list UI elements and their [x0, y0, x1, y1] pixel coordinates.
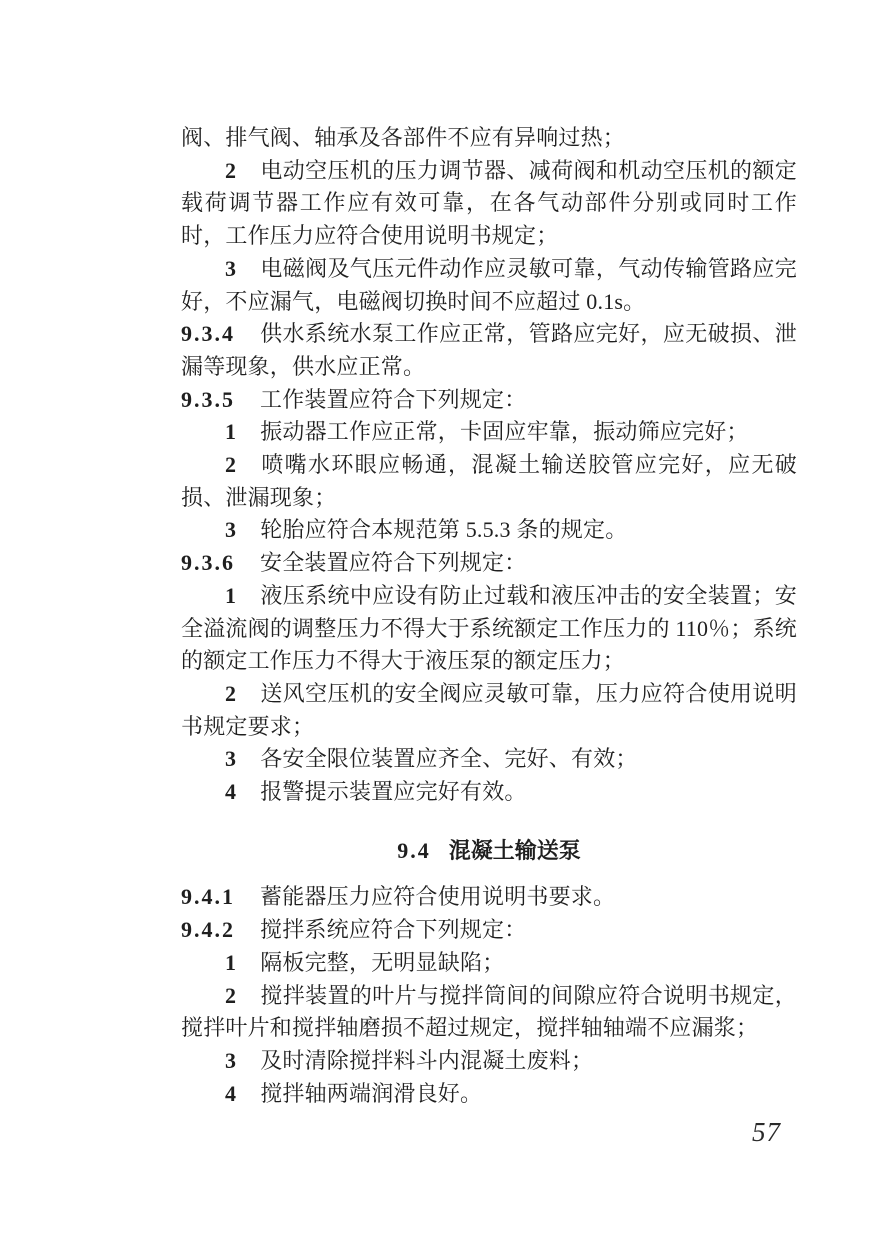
page-number: 57 [752, 1117, 781, 1147]
section-number: 9.4 [397, 837, 431, 863]
item-text: 报警提示装置应完好有效。 [260, 779, 527, 805]
clause-number: 9.3.4 [181, 321, 235, 347]
item-text: 喷嘴水环眼应畅通，混凝土输送胶管应完好，应无破损、泄漏现象； [181, 452, 797, 510]
list-item-1 [181, 416, 797, 449]
section-heading-9-4 [181, 835, 797, 868]
section-title: 混凝土输送泵 [448, 837, 581, 863]
clause-9-4-2 [181, 914, 797, 947]
item-number: 2 [225, 452, 237, 478]
list-item-3 [181, 514, 797, 547]
item-text: 轮胎应符合本规范第 5.5.3 条的规定。 [260, 517, 628, 543]
list-item-1 [181, 580, 797, 678]
clause-number: 9.3.5 [181, 386, 235, 412]
item-text: 电动空压机的压力调节器、减荷阀和机动空压机的额定载荷调节器工作应有效可靠，在各气动部件分别或同时工作时，工作压力应符合使用说明书规定； [181, 157, 797, 249]
item-number: 3 [225, 517, 237, 543]
list-item-3 [181, 253, 797, 318]
item-number: 4 [225, 779, 237, 805]
clause-text: 搅拌系统应符合下列规定： [260, 917, 527, 943]
clause-number: 9.3.6 [181, 550, 235, 576]
item-text: 各安全限位装置应齐全、完好、有效； [260, 746, 638, 772]
list-item-4 [181, 776, 797, 809]
list-item-3 [181, 1045, 797, 1078]
item-text: 及时清除搅拌料斗内混凝土废料； [260, 1047, 594, 1073]
list-item-3 [181, 743, 797, 776]
clause-text: 蓄能器压力应符合使用说明书要求。 [260, 884, 616, 910]
item-number: 2 [225, 157, 237, 183]
clause-text: 安全装置应符合下列规定： [260, 550, 527, 576]
list-item-2 [181, 678, 797, 743]
clause-9-3-6 [181, 547, 797, 580]
item-number: 3 [225, 1047, 237, 1073]
item-number: 1 [225, 419, 237, 445]
item-number: 2 [225, 982, 237, 1008]
list-item-2 [181, 449, 797, 514]
text-column [181, 122, 797, 1110]
item-text: 搅拌装置的叶片与搅拌筒间的间隙应符合说明书规定，搅拌叶片和搅拌轴磨损不超过规定，搅拌轴轴端不应漏浆； [181, 982, 797, 1041]
item-number: 3 [225, 255, 237, 281]
item-text: 电磁阀及气压元件动作应灵敏可靠，气动传输管路应完好，不应漏气，电磁阀切换时间不应超过 0.1s。 [181, 255, 797, 314]
clause-9-3-4 [181, 318, 797, 383]
item-number: 3 [225, 746, 237, 772]
item-number: 1 [225, 582, 237, 608]
clause-9-3-5 [181, 384, 797, 417]
item-text: 振动器工作应正常，卡固应牢靠，振动筛应完好； [260, 419, 749, 445]
clause-number: 9.4.1 [181, 884, 235, 910]
list-item-2 [181, 155, 797, 253]
item-text: 送风空压机的安全阀应灵敏可靠，压力应符合使用说明书规定要求； [181, 680, 797, 739]
clause-text: 工作装置应符合下列规定： [260, 386, 527, 412]
list-item-4 [181, 1078, 797, 1111]
item-text: 隔板完整，无明显缺陷； [260, 949, 505, 975]
clause-number: 9.4.2 [181, 917, 235, 943]
item-text: 搅拌轴两端润滑良好。 [260, 1080, 483, 1106]
item-number: 4 [225, 1080, 237, 1106]
item-number: 1 [225, 949, 237, 975]
list-item-1 [181, 947, 797, 980]
clause-9-4-1 [181, 881, 797, 914]
paragraph-continuation: 阀、排气阀、轴承及各部件不应有异响过热； [181, 125, 626, 150]
item-text: 液压系统中应设有防止过载和液压冲击的安全装置；安全溢流阀的调整压力不得大于系统额定工作压力的 110％；系统的额定工作压力不得大于液压泵的额定压力； [181, 582, 797, 674]
clause-text: 供水系统水泵工作应正常，管路应完好，应无破损、泄漏等现象，供水应正常。 [181, 321, 797, 379]
list-item-2 [181, 980, 797, 1045]
item-number: 2 [225, 680, 237, 706]
